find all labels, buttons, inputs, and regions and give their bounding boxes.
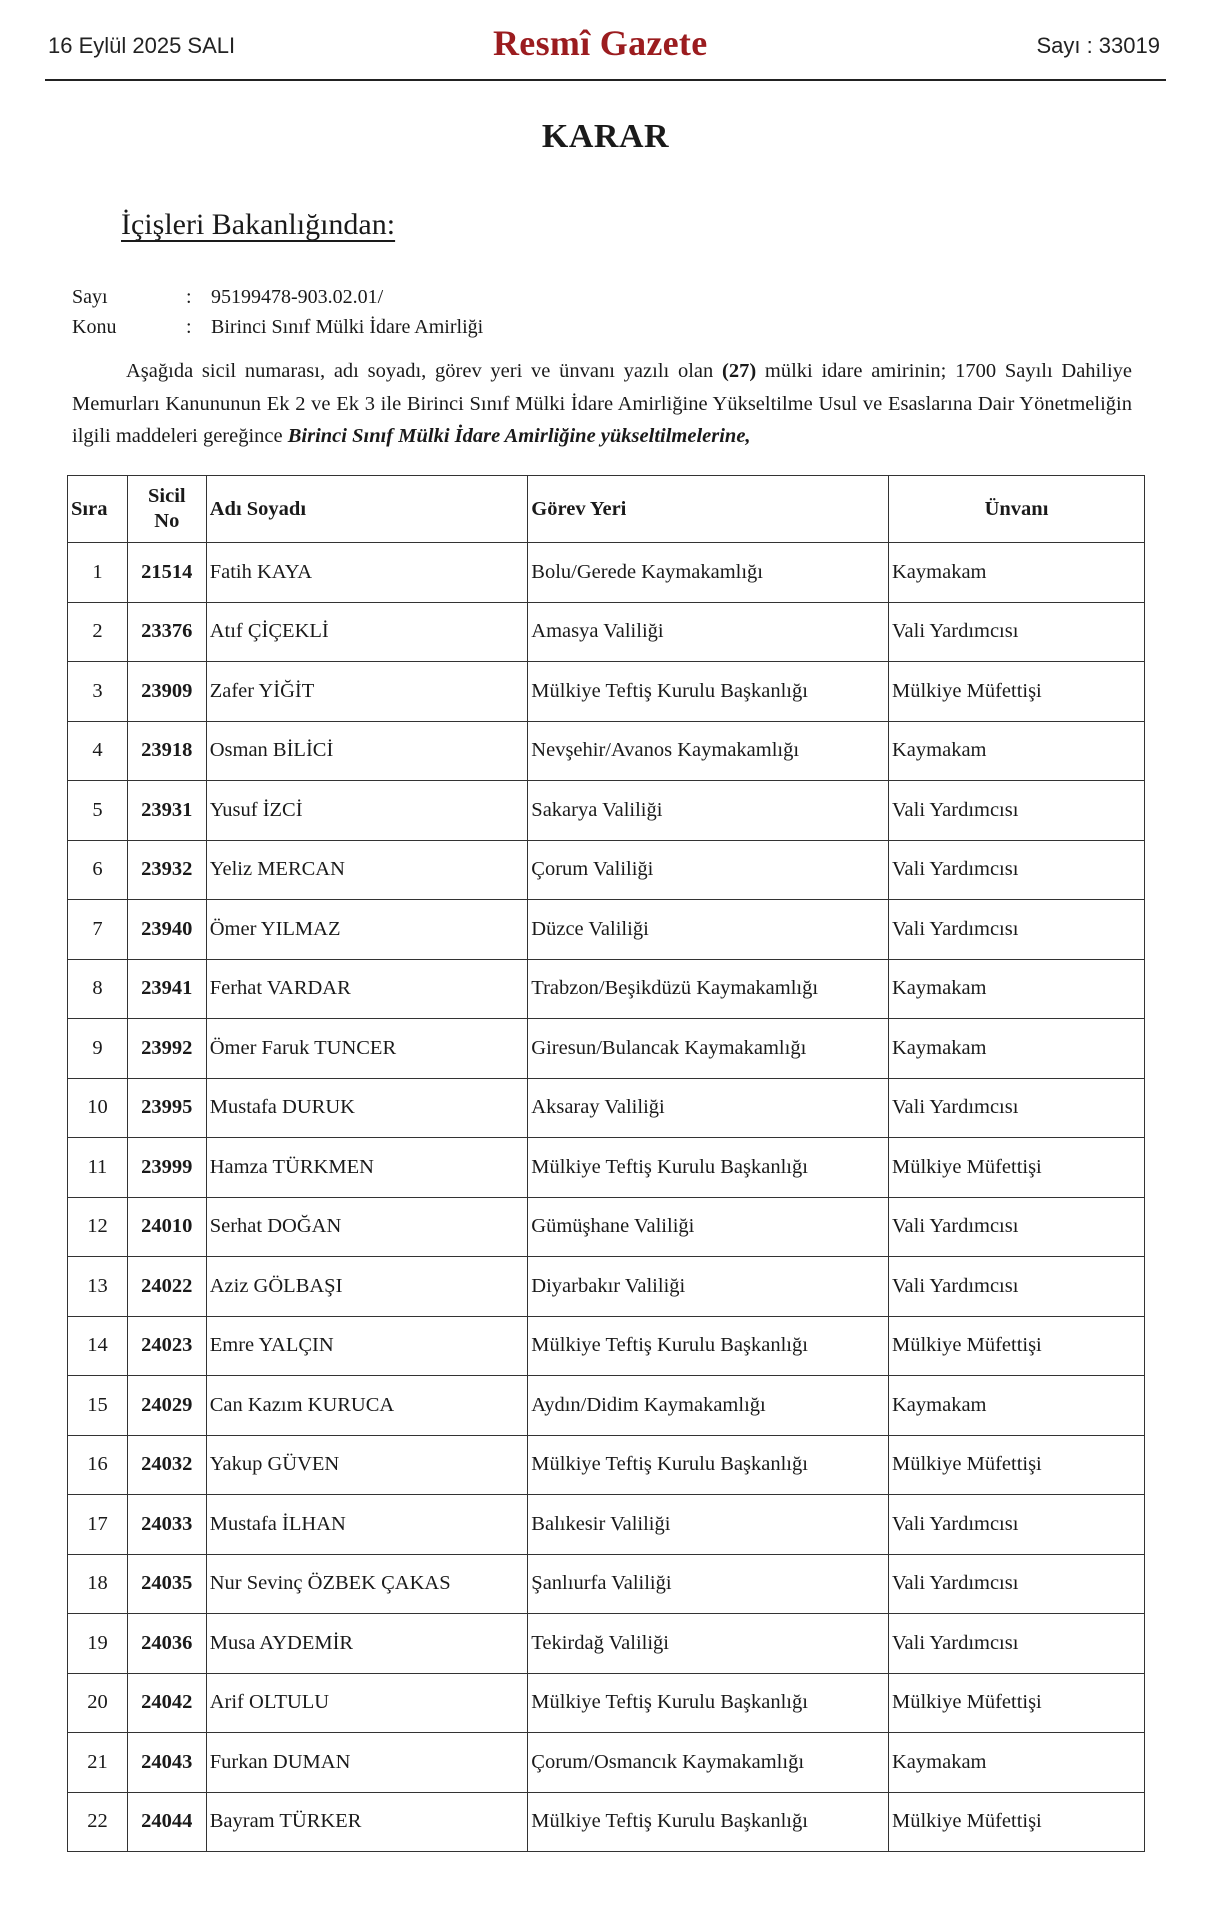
- cell-unvan: Vali Yardımcısı: [889, 1257, 1145, 1317]
- cell-sicil: 23931: [127, 781, 206, 841]
- cell-gorev: Gümüşhane Valiliği: [528, 1197, 889, 1257]
- decision-paragraph: [72, 355, 1132, 453]
- masthead: [45, 0, 1166, 81]
- gazette-title: Resmî Gazete: [493, 23, 708, 63]
- table-row: [68, 543, 1145, 603]
- cell-sicil: 24035: [127, 1554, 206, 1614]
- cell-sira: 13: [68, 1257, 128, 1317]
- cell-unvan: Kaymakam: [889, 959, 1145, 1019]
- cell-sicil: 24033: [127, 1495, 206, 1555]
- cell-sira: 12: [68, 1197, 128, 1257]
- cell-ad: Ömer YILMAZ: [206, 900, 528, 960]
- cell-ad: Atıf ÇİÇEKLİ: [206, 602, 528, 662]
- sayi-label: Sayı: [72, 286, 108, 308]
- table-row: [68, 602, 1145, 662]
- cell-unvan: Mülkiye Müfettişi: [889, 1138, 1145, 1198]
- cell-sira: 20: [68, 1673, 128, 1733]
- table-row: [68, 1197, 1145, 1257]
- cell-ad: Serhat DOĞAN: [206, 1197, 528, 1257]
- cell-sira: 9: [68, 1019, 128, 1079]
- cell-unvan: Vali Yardımcısı: [889, 602, 1145, 662]
- table-row: [68, 1435, 1145, 1495]
- cell-sira: 21: [68, 1733, 128, 1793]
- cell-unvan: Kaymakam: [889, 1019, 1145, 1079]
- cell-unvan: Kaymakam: [889, 1376, 1145, 1436]
- cell-gorev: Mülkiye Teftiş Kurulu Başkanlığı: [528, 1435, 889, 1495]
- cell-sira: 6: [68, 840, 128, 900]
- cell-ad: Arif OLTULU: [206, 1673, 528, 1733]
- table-row: [68, 781, 1145, 841]
- cell-unvan: Mülkiye Müfettişi: [889, 1435, 1145, 1495]
- cell-unvan: Vali Yardımcısı: [889, 840, 1145, 900]
- table-row: [68, 1495, 1145, 1555]
- cell-gorev: Mülkiye Teftiş Kurulu Başkanlığı: [528, 1792, 889, 1852]
- cell-gorev: Trabzon/Beşikdüzü Kaymakamlığı: [528, 959, 889, 1019]
- table-header-row: [68, 476, 1145, 543]
- document-heading: [0, 118, 1211, 156]
- cell-gorev: Mülkiye Teftiş Kurulu Başkanlığı: [528, 1673, 889, 1733]
- cell-sicil: 23992: [127, 1019, 206, 1079]
- cell-ad: Can Kazım KURUCA: [206, 1376, 528, 1436]
- table-row: [68, 1019, 1145, 1079]
- cell-ad: Aziz GÖLBAŞI: [206, 1257, 528, 1317]
- cell-ad: Osman BİLİCİ: [206, 721, 528, 781]
- konu-label: Konu: [72, 316, 117, 338]
- cell-sicil: 23932: [127, 840, 206, 900]
- konu-colon: :: [186, 316, 192, 338]
- cell-ad: Fatih KAYA: [206, 543, 528, 603]
- cell-sicil: 24029: [127, 1376, 206, 1436]
- cell-ad: Mustafa DURUK: [206, 1078, 528, 1138]
- cell-sira: 3: [68, 662, 128, 722]
- cell-gorev: Nevşehir/Avanos Kaymakamlığı: [528, 721, 889, 781]
- cell-sicil: 23995: [127, 1078, 206, 1138]
- cell-gorev: Aksaray Valiliği: [528, 1078, 889, 1138]
- cell-ad: Yakup GÜVEN: [206, 1435, 528, 1495]
- paragraph-count: (27): [722, 360, 757, 382]
- cell-ad: Yusuf İZCİ: [206, 781, 528, 841]
- cell-unvan: Mülkiye Müfettişi: [889, 1673, 1145, 1733]
- cell-gorev: Çorum/Osmancık Kaymakamlığı: [528, 1733, 889, 1793]
- cell-sira: 1: [68, 543, 128, 603]
- cell-unvan: Kaymakam: [889, 721, 1145, 781]
- header-gorev-yeri: Görev Yeri: [528, 476, 889, 543]
- table-row: [68, 1257, 1145, 1317]
- cell-ad: Hamza TÜRKMEN: [206, 1138, 528, 1198]
- header-ad-soyadi: Adı Soyadı: [206, 476, 528, 543]
- header-sicil-line2: No: [154, 510, 180, 532]
- cell-sira: 22: [68, 1792, 128, 1852]
- cell-unvan: Kaymakam: [889, 543, 1145, 603]
- cell-sira: 4: [68, 721, 128, 781]
- cell-sira: 19: [68, 1614, 128, 1674]
- header-sira: Sıra: [68, 476, 128, 543]
- cell-unvan: Vali Yardımcısı: [889, 1614, 1145, 1674]
- cell-gorev: Şanlıurfa Valiliği: [528, 1554, 889, 1614]
- cell-sira: 10: [68, 1078, 128, 1138]
- cell-sicil: 24010: [127, 1197, 206, 1257]
- table-row: [68, 1554, 1145, 1614]
- cell-gorev: Balıkesir Valiliği: [528, 1495, 889, 1555]
- table-row: [68, 1673, 1145, 1733]
- cell-ad: Emre YALÇIN: [206, 1316, 528, 1376]
- cell-unvan: Vali Yardımcısı: [889, 900, 1145, 960]
- cell-sira: 18: [68, 1554, 128, 1614]
- cell-unvan: Vali Yardımcısı: [889, 1078, 1145, 1138]
- cell-ad: Ferhat VARDAR: [206, 959, 528, 1019]
- table-row: [68, 1376, 1145, 1436]
- cell-sicil: 23376: [127, 602, 206, 662]
- cell-ad: Bayram TÜRKER: [206, 1792, 528, 1852]
- promotion-table: [67, 475, 1145, 1852]
- cell-unvan: Mülkiye Müfettişi: [889, 662, 1145, 722]
- paragraph-part1: Aşağıda sicil numarası, adı soyadı, görev yeri ve ünvanı yazılı olan: [126, 360, 722, 382]
- cell-unvan: Vali Yardımcısı: [889, 1554, 1145, 1614]
- cell-sicil: 23941: [127, 959, 206, 1019]
- paragraph-part2: mülki idare amirinin; 1700 Sayılı Dahiliye Memurları Kanununun Ek 2 ve Ek 3 ile Birinci Sınıf Mülki İdare Amirliğine Yükseltilme Usul ve Esaslarına Dair Yönetmeliğin ilgili maddeleri gereğince: [72, 360, 1132, 447]
- table-row: [68, 840, 1145, 900]
- cell-sira: 5: [68, 781, 128, 841]
- cell-unvan: Kaymakam: [889, 1733, 1145, 1793]
- sayi-value: 95199478-903.02.01/: [211, 286, 384, 308]
- issuing-ministry: İçişleri Bakanlığından:: [121, 208, 396, 241]
- cell-gorev: Amasya Valiliği: [528, 602, 889, 662]
- cell-unvan: Mülkiye Müfettişi: [889, 1316, 1145, 1376]
- cell-sira: 15: [68, 1376, 128, 1436]
- header-sicil: [127, 476, 206, 543]
- cell-gorev: Aydın/Didim Kaymakamlığı: [528, 1376, 889, 1436]
- table-row: [68, 959, 1145, 1019]
- cell-sicil: 23940: [127, 900, 206, 960]
- table-row: [68, 900, 1145, 960]
- cell-unvan: Vali Yardımcısı: [889, 781, 1145, 841]
- cell-sicil: 24022: [127, 1257, 206, 1317]
- cell-sicil: 23918: [127, 721, 206, 781]
- cell-unvan: Vali Yardımcısı: [889, 1197, 1145, 1257]
- cell-sicil: 21514: [127, 543, 206, 603]
- cell-sicil: 23909: [127, 662, 206, 722]
- konu-value: Birinci Sınıf Mülki İdare Amirliği: [211, 316, 484, 338]
- cell-gorev: Mülkiye Teftiş Kurulu Başkanlığı: [528, 1316, 889, 1376]
- cell-sira: 8: [68, 959, 128, 1019]
- cell-ad: Musa AYDEMİR: [206, 1614, 528, 1674]
- cell-sicil: 24032: [127, 1435, 206, 1495]
- cell-sira: 16: [68, 1435, 128, 1495]
- cell-gorev: Bolu/Gerede Kaymakamlığı: [528, 543, 889, 603]
- cell-ad: Ömer Faruk TUNCER: [206, 1019, 528, 1079]
- publication-date: 16 Eylül 2025 SALI: [48, 33, 236, 58]
- cell-ad: Furkan DUMAN: [206, 1733, 528, 1793]
- cell-ad: Nur Sevinç ÖZBEK ÇAKAS: [206, 1554, 528, 1614]
- table-row: [68, 1138, 1145, 1198]
- table-row: [68, 1316, 1145, 1376]
- sayi-colon: :: [186, 286, 192, 308]
- table-row: [68, 721, 1145, 781]
- cell-sicil: 23999: [127, 1138, 206, 1198]
- cell-sira: 2: [68, 602, 128, 662]
- header-unvan: Ünvanı: [889, 476, 1145, 543]
- heading-text: KARAR: [541, 118, 670, 155]
- header-sicil-line1: Sicil: [148, 485, 186, 507]
- cell-sira: 17: [68, 1495, 128, 1555]
- cell-gorev: Giresun/Bulancak Kaymakamlığı: [528, 1019, 889, 1079]
- table-body: [68, 543, 1145, 1852]
- cell-ad: Yeliz MERCAN: [206, 840, 528, 900]
- cell-gorev: Tekirdağ Valiliği: [528, 1614, 889, 1674]
- cell-unvan: Vali Yardımcısı: [889, 1495, 1145, 1555]
- cell-gorev: Mülkiye Teftiş Kurulu Başkanlığı: [528, 1138, 889, 1198]
- issue-number: Sayı : 33019: [1036, 33, 1160, 58]
- cell-sira: 14: [68, 1316, 128, 1376]
- cell-ad: Zafer YİĞİT: [206, 662, 528, 722]
- cell-gorev: Düzce Valiliği: [528, 900, 889, 960]
- cell-sicil: 24023: [127, 1316, 206, 1376]
- cell-sira: 11: [68, 1138, 128, 1198]
- table-row: [68, 1792, 1145, 1852]
- cell-sicil: 24043: [127, 1733, 206, 1793]
- cell-unvan: Mülkiye Müfettişi: [889, 1792, 1145, 1852]
- table-row: [68, 662, 1145, 722]
- table-row: [68, 1614, 1145, 1674]
- table-row: [68, 1733, 1145, 1793]
- cell-gorev: Sakarya Valiliği: [528, 781, 889, 841]
- cell-gorev: Diyarbakır Valiliği: [528, 1257, 889, 1317]
- cell-sicil: 24036: [127, 1614, 206, 1674]
- cell-gorev: Çorum Valiliği: [528, 840, 889, 900]
- cell-ad: Mustafa İLHAN: [206, 1495, 528, 1555]
- cell-gorev: Mülkiye Teftiş Kurulu Başkanlığı: [528, 662, 889, 722]
- cell-sicil: 24042: [127, 1673, 206, 1733]
- cell-sicil: 24044: [127, 1792, 206, 1852]
- table-row: [68, 1078, 1145, 1138]
- cell-sira: 7: [68, 900, 128, 960]
- paragraph-emphasis: Birinci Sınıf Mülki İdare Amirliğine yükseltilmelerine,: [287, 425, 751, 447]
